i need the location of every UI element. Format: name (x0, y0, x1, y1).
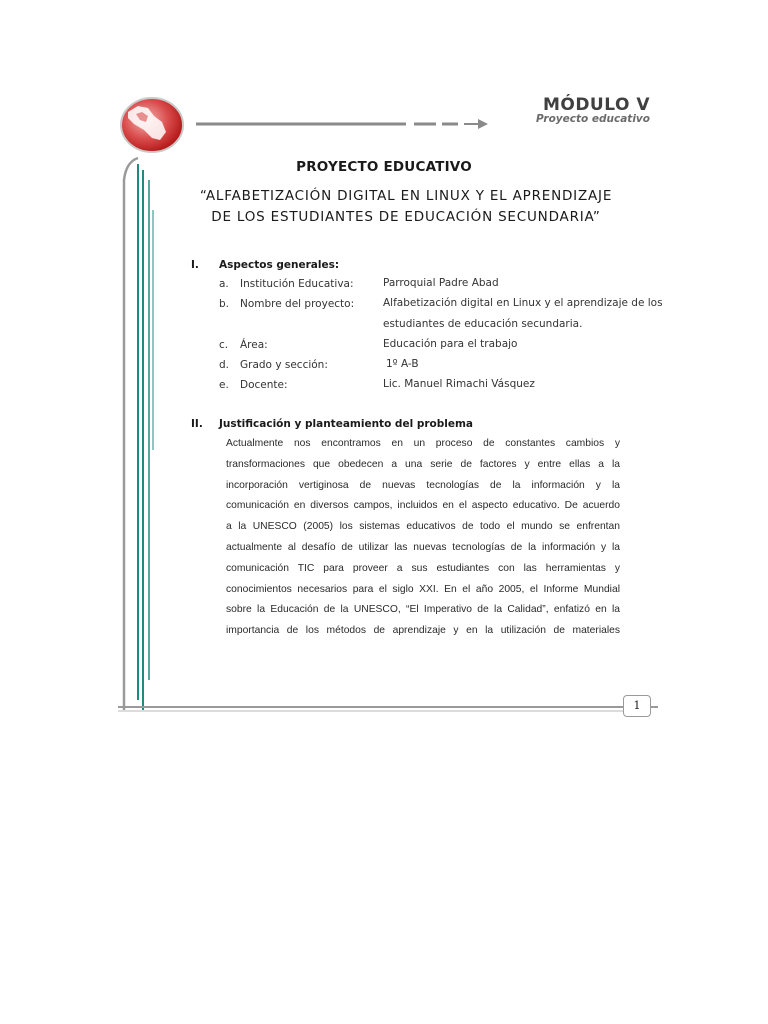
section2-heading: Justificación y planteamiento del problema (219, 418, 473, 430)
item-letter: c. (219, 339, 229, 351)
item-letter: b. (219, 298, 230, 310)
module-subtitle: Proyecto educativo (536, 113, 650, 125)
item-letter: a. (219, 278, 229, 290)
map-logo-icon (118, 94, 184, 154)
item-label: Institución Educativa: (240, 278, 354, 290)
footer-line (118, 700, 658, 720)
item-value: 1º A-B (386, 358, 419, 370)
paragraph-line: incorporación vertiginosa de nuevas tecnologías de la información y la (226, 479, 620, 491)
item-label: Área: (240, 339, 268, 351)
section1-heading: Aspectos generales: (219, 259, 340, 271)
paragraph-line: importancia de los métodos de aprendizaje y en la utilización de materiales (226, 625, 620, 637)
paragraph-line: conocimientos necesarios para el siglo XXI. En el año 2005, el Informe Mundial (226, 583, 620, 595)
side-decoration (118, 150, 158, 710)
item-label: Nombre del proyecto: (240, 298, 355, 310)
module-title: MÓDULO V (542, 95, 650, 115)
item-label: Grado y sección: (240, 359, 328, 371)
paragraph-line: Actualmente nos encontramos en un proceso de constantes cambios y (226, 438, 620, 449)
paragraph-line: actualmente al desafío de utilizar las nuevas tecnologías de la información y la (226, 541, 620, 553)
item-value: Alfabetización digital en Linux y el aprendizaje de los estudiantes de educación secundaria. (383, 297, 663, 330)
project-title-line1: “ALFABETIZACIÓN DIGITAL EN LINUX Y EL APRENDIZAJE (199, 188, 613, 204)
header-arrow-line (196, 116, 496, 132)
item-value: Educación para el trabajo (383, 338, 518, 350)
paragraph-line: a la UNESCO (2005) los sistemas educativos de todo el mundo se enfrentan (226, 521, 620, 533)
item-label: Docente: (240, 379, 288, 391)
paragraph-line: transformaciones que obedecen a una serie de factores y entre ellas a la (226, 458, 620, 470)
section2-number: II. (191, 418, 203, 430)
item-letter: e. (219, 379, 229, 391)
paragraph-line: comunicación en diversos campos, incluidos en el aspecto educativo. De acuerdo (226, 500, 620, 512)
item-value: Parroquial Padre Abad (383, 277, 499, 289)
item-letter: d. (219, 359, 230, 371)
item-value: Lic. Manuel Rimachi Vásquez (383, 378, 535, 390)
section1-number: I. (191, 259, 199, 271)
document-title: PROYECTO EDUCATIVO (296, 159, 472, 175)
project-title-line2: DE LOS ESTUDIANTES DE EDUCACIÓN SECUNDARIA” (211, 209, 601, 225)
paragraph-line: comunicación TIC para proveer a sus estudiantes con las herramientas y (226, 562, 620, 574)
paragraph-line: sobre la Educación de la UNESCO, “El Imperativo de la Calidad”, enfatizó en la (226, 604, 620, 616)
page-number: 1 (623, 695, 651, 717)
justification-paragraph (226, 434, 620, 642)
